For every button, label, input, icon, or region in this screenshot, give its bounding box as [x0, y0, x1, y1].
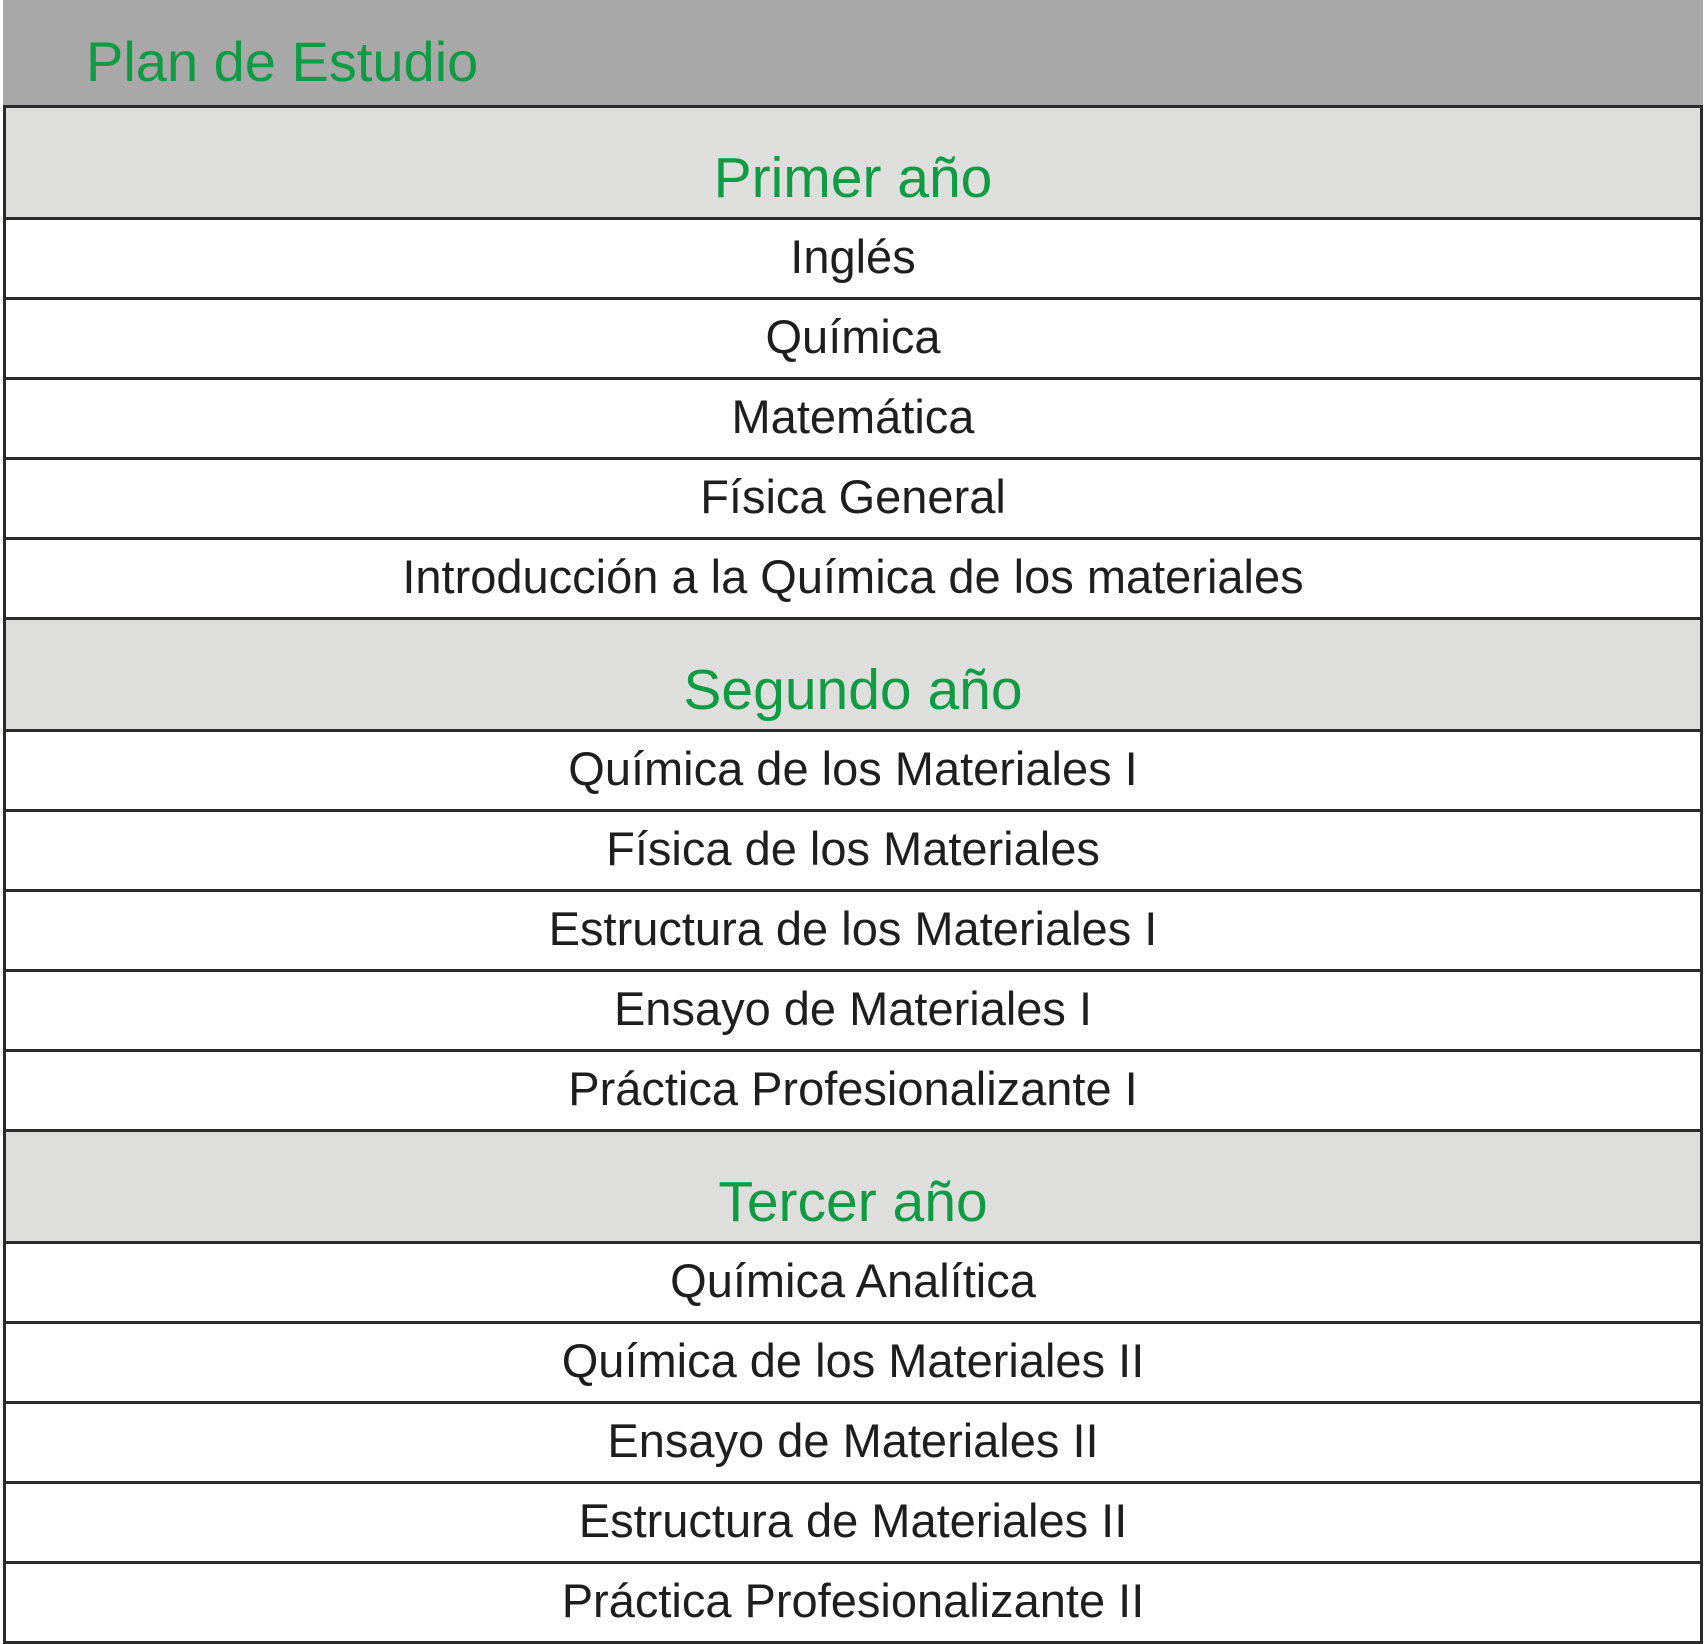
subject-row [6, 540, 1700, 620]
section-title: Tercer año [718, 1170, 988, 1234]
subject-name: Física General [700, 470, 1006, 523]
subject-row [6, 972, 1700, 1052]
subject-name: Introducción a la Química de los materiales [402, 550, 1304, 603]
subject-name: Ensayo de Materiales II [607, 1414, 1099, 1467]
page-title: Plan de Estudio [86, 30, 479, 93]
subject-name: Inglés [790, 230, 916, 283]
study-plan-table [3, 108, 1703, 1644]
subject-name: Química [765, 310, 941, 363]
subject-name: Ensayo de Materiales I [613, 982, 1093, 1035]
subject-row [6, 380, 1700, 460]
subject-row [6, 220, 1700, 300]
section-header-segundo-ano [6, 620, 1700, 732]
top-header-bar [3, 0, 1703, 108]
subject-name: Matemática [731, 390, 975, 443]
subject-name: Química de los Materiales I [568, 742, 1138, 795]
section-header-primer-ano [6, 108, 1700, 220]
subject-name: Química de los Materiales II [561, 1334, 1145, 1387]
subject-row [6, 1244, 1700, 1324]
subject-row [6, 1052, 1700, 1132]
subject-row [6, 460, 1700, 540]
section-title: Segundo año [683, 658, 1023, 722]
subject-row [6, 732, 1700, 812]
subject-row [6, 1324, 1700, 1404]
subject-row [6, 1484, 1700, 1564]
subject-row [6, 812, 1700, 892]
subject-row [6, 1564, 1700, 1641]
subject-name: Estructura de Materiales II [578, 1494, 1128, 1547]
subject-name: Química Analítica [670, 1254, 1036, 1307]
subject-row [6, 1404, 1700, 1484]
subject-row [6, 300, 1700, 380]
section-title: Primer año [713, 146, 993, 210]
subject-name: Práctica Profesionalizante II [561, 1574, 1145, 1627]
subject-row [6, 892, 1700, 972]
subject-name: Práctica Profesionalizante I [568, 1062, 1138, 1115]
subject-name: Física de los Materiales [606, 822, 1100, 875]
section-header-tercer-ano [6, 1132, 1700, 1244]
subject-name: Estructura de los Materiales I [548, 902, 1158, 955]
